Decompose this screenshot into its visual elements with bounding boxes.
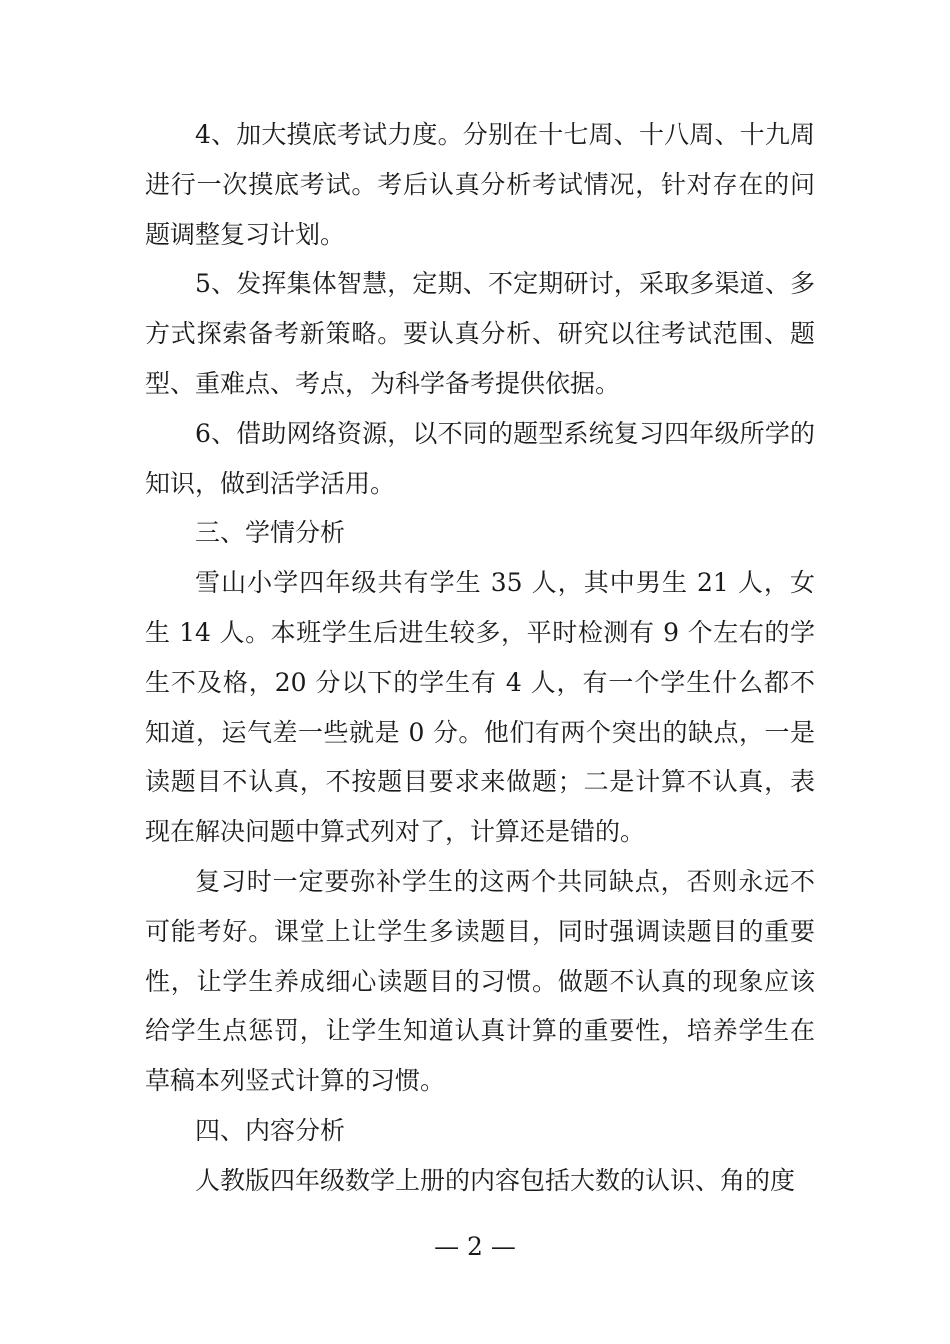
section-heading-content-analysis: 四、内容分析 [195, 1115, 346, 1145]
document-body [145, 110, 815, 1206]
paragraph-content-intro: 人教版四年级数学上册的内容包括大数的认识、角的度 [195, 1165, 796, 1195]
paragraph-item-5: 5、发挥集体智慧，定期、不定期研讨，采取多渠道、多方式探索备考新策略。要认真分析、研究以往考试范围、题型、重难点、考点，为科学备考提供依据。 [145, 269, 815, 398]
paragraph-item-4: 4、加大摸底考试力度。分别在十七周、十八周、十九周进行一次摸底考试。考后认真分析考试情况，针对存在的问题调整复习计划。 [145, 120, 815, 249]
paragraph-review-strategy: 复习时一定要弥补学生的这两个共同缺点，否则永远不可能考好。课堂上让学生多读题目，同时强调读题目的重要性，让学生养成细心读题目的习惯。做题不认真的现象应该给学生点惩罚，让学生知道认真计算的重要性，培养学生在草稿本列竖式计算的习惯。 [145, 866, 815, 1096]
paragraph-student-stats: 雪山小学四年级共有学生 35 人，其中男生 21 人，女生 14 人。本班学生后进生较多，平时检测有 9 个左右的学生不及格，20 分以下的学生有 4 人，有一个学生什么都不知道，运气差一些就是 0 分。他们有两个突出的缺点，一是读题目不认真，不按题目要求来做题；二是计算不认真，表现在解决问题中算式列对了，计算还是错的。 [145, 568, 815, 847]
paragraph-item-6: 6、借助网络资源，以不同的题型系统复习四年级所学的知识，做到活学活用。 [145, 418, 815, 498]
section-heading-student-analysis: 三、学情分析 [195, 518, 346, 548]
page-number: — 2 — [434, 1232, 516, 1261]
